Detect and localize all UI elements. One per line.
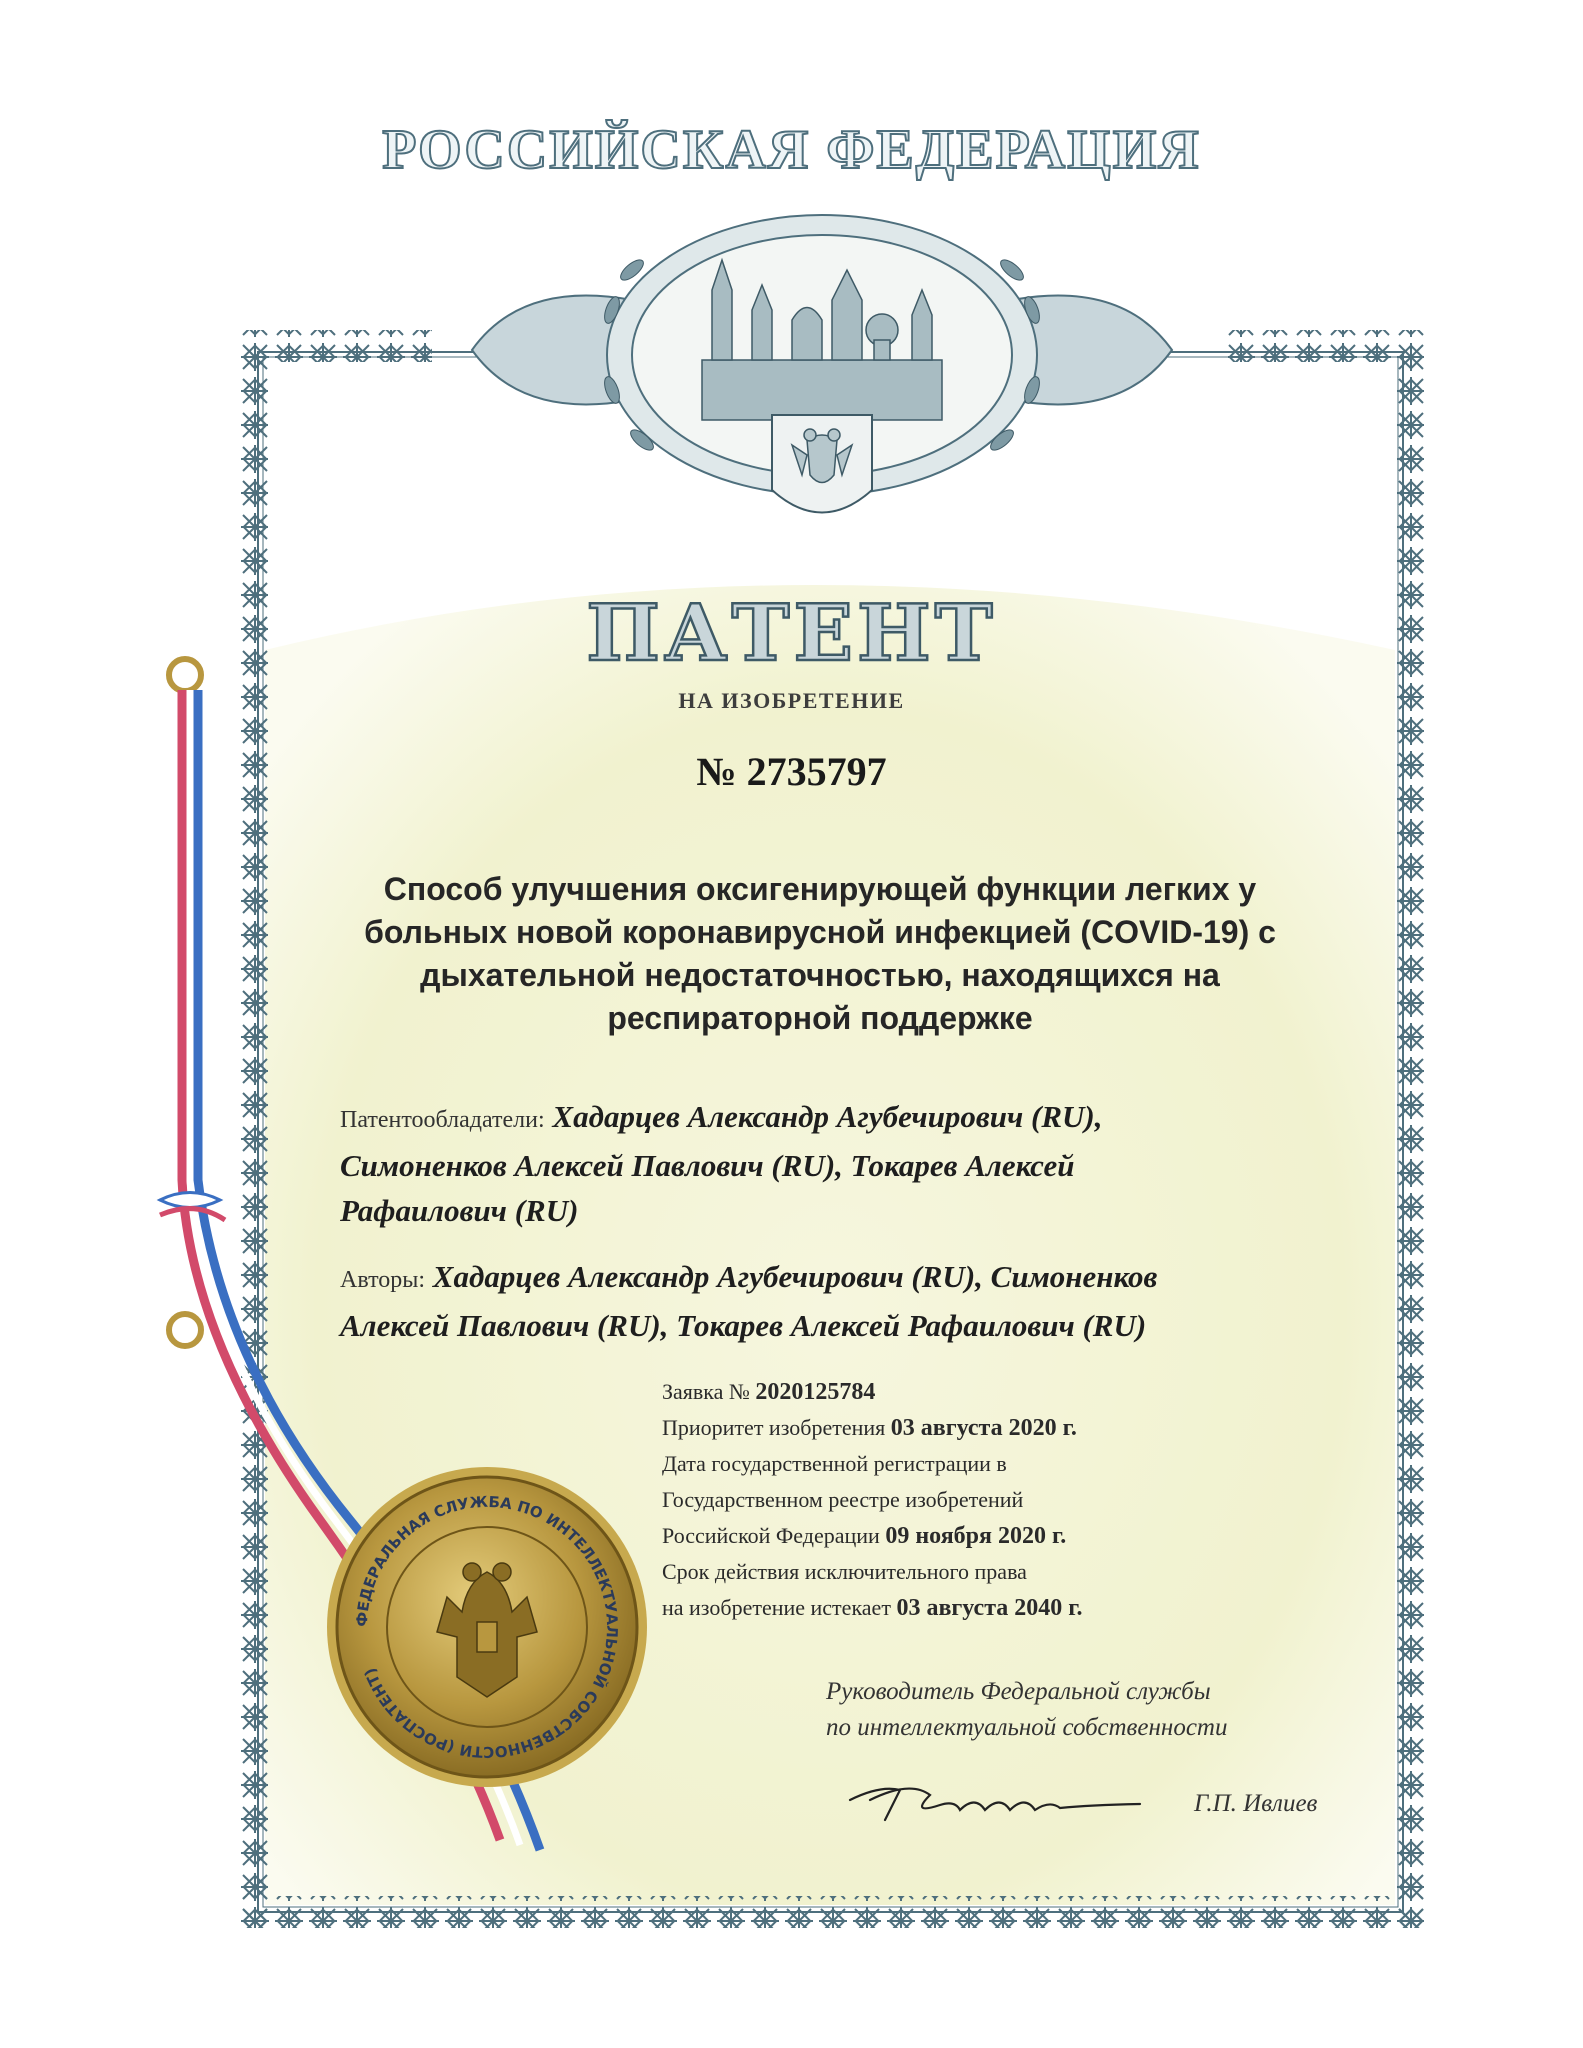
- application-details: [662, 1374, 1082, 1626]
- invention-title-line: Способ улучшения оксигенирующей функции легких у: [383, 871, 1257, 907]
- application-number-label: Заявка №: [662, 1379, 750, 1404]
- patent-holders-label: Патентообладатели:: [340, 1107, 545, 1133]
- expiry-line: Срок действия исключительного права: [662, 1559, 1027, 1584]
- authors-line: Хадарцев Александр Агубечирович (RU), Симоненков: [432, 1259, 1158, 1294]
- invention-title-line: больных новой коронавирусной инфекцией (COVID-19) с: [364, 914, 1276, 950]
- registration-line: Государственном реестре изобретений: [662, 1487, 1024, 1512]
- signatory-title: [826, 1674, 1227, 1746]
- registration-label: Российской Федерации: [662, 1523, 880, 1548]
- patent-holders-line: Симоненков Алексей Павлович (RU), Токарев Алексей: [340, 1148, 1075, 1183]
- document-subtitle: НА ИЗОБРЕТЕНИЕ: [678, 688, 905, 713]
- invention-title-line: респираторной поддержке: [607, 1000, 1033, 1036]
- signatory-title-line: Руководитель Федеральной службы: [826, 1678, 1211, 1705]
- application-number-value: 2020125784: [755, 1379, 876, 1405]
- registration-line: Дата государственной регистрации в: [662, 1451, 1007, 1476]
- priority-label: Приоритет изобретения: [662, 1415, 886, 1440]
- signatory-name: Г.П. Ивлиев: [1194, 1790, 1318, 1817]
- priority-value: 03 августа 2020 г.: [890, 1415, 1077, 1441]
- expiry-value: 03 августа 2040 г.: [896, 1595, 1083, 1621]
- official-seal: [322, 1462, 652, 1792]
- seal-text: ФЕДЕРАЛЬНАЯ СЛУЖБА ПО ИНТЕЛЛЕКТУАЛЬНОЙ СОБСТВЕННОСТИ (РОСПАТЕНТ): [352, 1492, 622, 1762]
- authors-line: Алексей Павлович (RU), Токарев Алексей Рафаилович (RU): [340, 1308, 1147, 1343]
- authors-label: Авторы:: [340, 1267, 426, 1293]
- patent-holders-line: Рафаилович (RU): [340, 1193, 579, 1228]
- registration-value: 09 ноября 2020 г.: [885, 1523, 1067, 1549]
- border-top-right: [1228, 330, 1424, 362]
- border-top-left: [236, 330, 432, 362]
- invention-title-line: дыхательной недостаточностью, находящихся на: [420, 957, 1220, 993]
- document-type-heading: ПАТЕНТ: [586, 588, 997, 679]
- kremlin-emblem: [462, 190, 1182, 560]
- country-heading: РОССИЙСКАЯ ФЕДЕРАЦИЯ: [382, 119, 1201, 181]
- handwritten-signature: [840, 1760, 1150, 1840]
- patent-holders-line: Хадарцев Александр Агубечирович (RU),: [552, 1099, 1103, 1134]
- patent-number: № 2735797: [696, 749, 887, 794]
- signatory-title-line: по интеллектуальной собственности: [826, 1714, 1228, 1741]
- expiry-label: на изобретение истекает: [662, 1595, 891, 1620]
